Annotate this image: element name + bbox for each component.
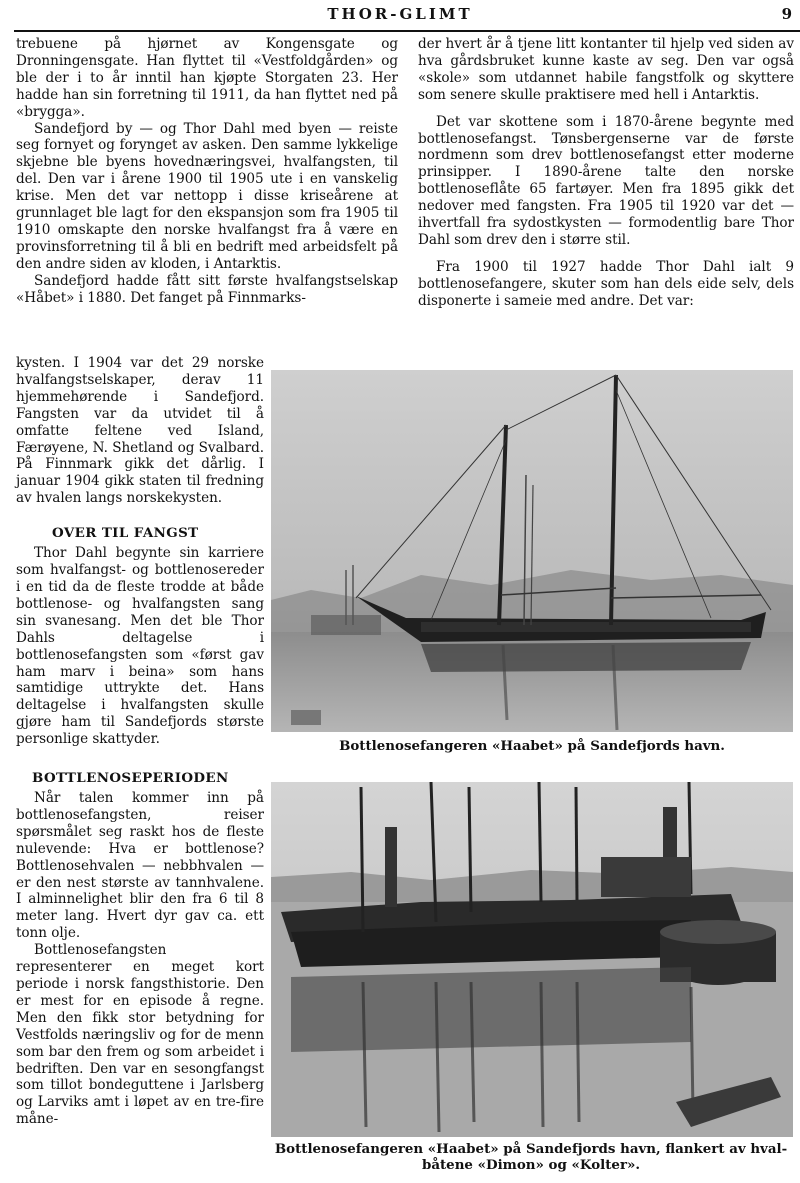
paragraph: kysten. I 1904 var det 29 norske hvalfangstselskaper, derav 11 hjemmehørende i Sandefjord. Fangsten var da utvidet til å omfatte feltene ved Island, Færøyene, N. Shetland og Svalbard. På Finnmark gikk det dårlig. I januar 1904 gikk staten til fredning av hvalen langs norskekysten.	[16, 355, 264, 507]
photo-schooner-haabet	[271, 370, 793, 732]
page-header	[0, 0, 800, 34]
paragraph: Når talen kommer inn på bottlenosefangsten, reiser spørsmålet seg raskt hos de fleste nulevende: Hva er bottlenose? Bottlenosehvalen — nebbhvalen — er den nest største av tannhvalene. I alminnelighet blir den fra 6 til 8 meter lang. Hvert dyr gav ca. ett tonn olje.	[16, 790, 264, 942]
magazine-title: THOR-GLIMT	[327, 5, 473, 23]
paragraph: Fra 1900 til 1927 hadde Thor Dahl ialt 9 bottlenosefangere, skuter som han dels eide selv, dels disponerte i sameie med andre. Det var:	[418, 258, 794, 309]
paragraph: der hvert år å tjene litt kontanter til hjelp ved siden av hva gårdsbruket kunne kaste av seg. Den var også «skole» som utdannet habile fangstfolk og skyttere som senere skulle praktisere med hell i Antarktis.	[418, 36, 794, 103]
photo-caption	[262, 1141, 800, 1173]
left-column-upper	[16, 36, 398, 307]
page-number: 9	[781, 5, 792, 23]
paragraph: Sandefjord hadde fått sitt første hvalfangstselskap «Håbet» i 1880. Det fanget på Finnmarks-	[16, 272, 398, 306]
photo-caption: Bottlenosefangeren «Haabet» på Sandefjords havn.	[339, 738, 725, 754]
paragraph: Det var skottene som i 1870-årene begynte med bottlenosefangst. Tønsbergenserne var de første nordmenn som drev bottlenosefangst etter moderne prinsipper. I 1890-årene talte den norske bottlenoseflåte 65 fartøyer. Men fra 1895 gikk det nedover med fangsten. Fra 1905 til 1920 var det — ihvertfall fra sydostkysten — formodentlig bare Thor Dahl som drev den i større stil.	[418, 113, 794, 248]
right-column	[418, 36, 794, 310]
caption-line: Bottlenosefangeren «Haabet» på Sandefjords havn, flankert av hval-	[274, 1141, 788, 1157]
caption-line: båtene «Dimon» og «Kolter».	[421, 1157, 641, 1173]
header-rule	[14, 30, 800, 32]
left-column-lower	[16, 355, 264, 1128]
photo-schooner-and-whaleboats	[271, 782, 793, 1137]
paragraph: trebuene på hjørnet av Kongensgate og Dronningensgate. Han flyttet til «Vestfoldgården» og ble der i to år inntil han kjøpte Storgaten 23. Her hadde han sin forretning til 1911, da han flyttet ned på «brygga».	[16, 36, 398, 120]
section-heading: BOTTLENOSEPERIODEN	[32, 770, 229, 787]
section-heading: OVER TIL FANGST	[52, 525, 199, 542]
paragraph: Bottlenosefangsten representerer en meget kort periode i norsk fangsthistorie. Den er mest for en episode å regne. Men den fikk stor betydning for Vestfolds næringsliv og for de menn som bar den frem og som arbeidet i bedriften. Den var en sesongfangst som tillot bondeguttene i Jarlsberg og Larviks amt i løpet av en tre-fire måne-	[16, 942, 264, 1128]
paragraph: Sandefjord by — og Thor Dahl med byen — reiste seg fornyet og foryngеt av asken. Den samme lykkelige skjebne ble byens hovednæringsvei, hvalfangsten, til del. Den var i årene 1900 til 1905 ute i en vanskelig krise. Men det var nettopp i disse kriseårene at grunnlaget ble lagt for den ekspansjon som fra 1905 til 1910 omskapte den norske hvalfangst fra å være en provinsforretning til å bli en bedrift med arbeidsfelt på den andre siden av kloden, i Antarktis.	[16, 120, 398, 272]
paragraph: Thor Dahl begynte sin karriere som hvalfangst- og bottlenosereder i en tid da de fleste trodde at både bottlenose- og hvalfangsten sang sin svanesang. Men det ble Thor Dahls deltagelse i bottlenosefangsten som «først gav ham marv i beina» som hans samtidige uttrykte det. Hans deltagelse i hvalfangsten skulle gjøre ham til Sandefjords største personlige skattyder.	[16, 545, 264, 748]
